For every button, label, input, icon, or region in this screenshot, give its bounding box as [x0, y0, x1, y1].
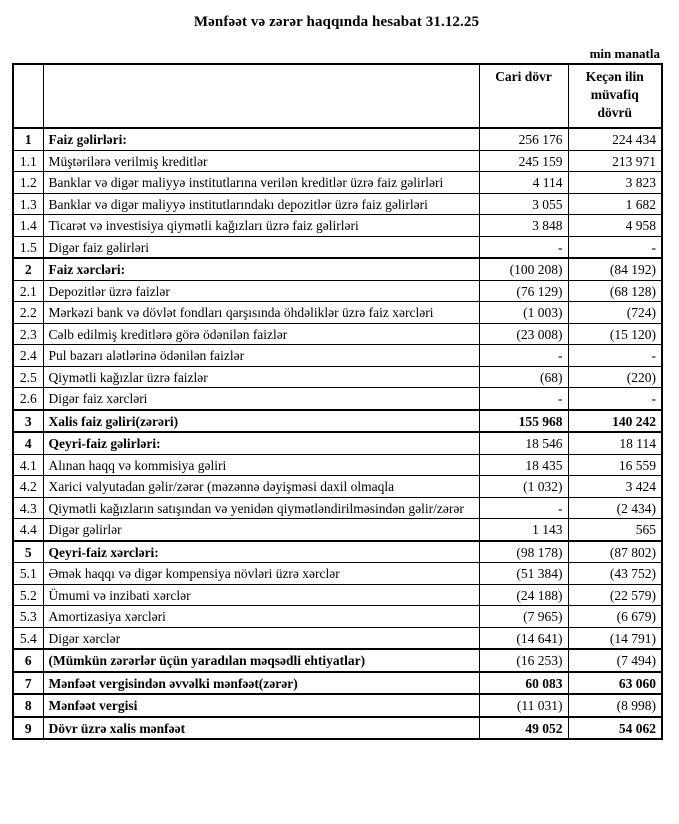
row-current-value-cell: 245 159	[479, 150, 568, 172]
row-description-cell: Dövr üzrə xalis mənfəət	[43, 717, 479, 740]
row-previous-value-cell: 213 971	[568, 150, 662, 172]
row-current-value-cell: -	[479, 236, 568, 258]
row-number-cell: 4	[13, 432, 43, 454]
row-current-value-cell: 49 052	[479, 717, 568, 740]
table-row	[13, 694, 662, 717]
row-number-cell: 4.3	[13, 497, 43, 519]
table-row	[13, 454, 662, 476]
row-current-value-cell: -	[479, 497, 568, 519]
report-table	[12, 63, 663, 740]
row-previous-value-cell: 4 958	[568, 215, 662, 237]
row-number-cell: 7	[13, 672, 43, 695]
table-row	[13, 584, 662, 606]
row-number-cell: 4.1	[13, 454, 43, 476]
row-number-cell: 4.4	[13, 519, 43, 541]
row-previous-value-cell: 54 062	[568, 717, 662, 740]
table-row	[13, 606, 662, 628]
row-description-cell: Qiymətli kağızların satışından və yenidən qiymətləndirilməsindən gəlir/zərər	[43, 497, 479, 519]
row-previous-value-cell: (22 579)	[568, 584, 662, 606]
table-row	[13, 280, 662, 302]
row-description-cell: Mənfəət vergisi	[43, 694, 479, 717]
row-previous-value-cell: 565	[568, 519, 662, 541]
row-description-cell: (Mümkün zərərlər üçün yaradılan məqsədli ehtiyatlar)	[43, 649, 479, 672]
row-description-cell: Amortizasiya xərcləri	[43, 606, 479, 628]
row-previous-value-cell: 140 242	[568, 410, 662, 433]
row-description-cell: Mənfəət vergisindən əvvəlki mənfəət(zərər)	[43, 672, 479, 695]
row-description-cell: Müştərilərə verilmiş kreditlər	[43, 150, 479, 172]
row-previous-value-cell: -	[568, 345, 662, 367]
row-current-value-cell: (7 965)	[479, 606, 568, 628]
row-description-cell: Banklar və digər maliyyə institutlarına verilən kreditlər üzrə faiz gəlirləri	[43, 172, 479, 194]
row-number-cell: 4.2	[13, 476, 43, 498]
page-title: Mənfəət və zərər haqqında hesabat 31.12.25	[193, 14, 480, 30]
row-number-cell: 2.3	[13, 323, 43, 345]
row-current-value-cell: (24 188)	[479, 584, 568, 606]
table-row	[13, 627, 662, 649]
table-row	[13, 388, 662, 410]
row-description-cell: Qeyri-faiz xərcləri:	[43, 541, 479, 563]
row-description-cell: Banklar və digər maliyyə institutlarındakı depozitlər üzrə faiz gəlirləri	[43, 193, 479, 215]
row-description-cell: Faiz xərcləri:	[43, 258, 479, 280]
header-current-period: Cari dövr	[479, 64, 568, 128]
row-current-value-cell: (1 032)	[479, 476, 568, 498]
row-number-cell: 2.2	[13, 302, 43, 324]
row-current-value-cell: (11 031)	[479, 694, 568, 717]
row-current-value-cell: (100 208)	[479, 258, 568, 280]
row-previous-value-cell: 3 424	[568, 476, 662, 498]
table-row	[13, 410, 662, 433]
row-current-value-cell: 1 143	[479, 519, 568, 541]
row-previous-value-cell: (724)	[568, 302, 662, 324]
row-current-value-cell: 256 176	[479, 128, 568, 150]
row-description-cell: Qiymətli kağızlar üzrə faizlər	[43, 366, 479, 388]
row-previous-value-cell: 18 114	[568, 432, 662, 454]
row-description-cell: Qeyri-faiz gəlirləri:	[43, 432, 479, 454]
row-previous-value-cell: -	[568, 388, 662, 410]
row-number-cell: 9	[13, 717, 43, 740]
row-previous-value-cell: (2 434)	[568, 497, 662, 519]
row-number-cell: 2.6	[13, 388, 43, 410]
table-row	[13, 672, 662, 695]
row-number-cell: 1.3	[13, 193, 43, 215]
row-current-value-cell: 155 968	[479, 410, 568, 433]
row-previous-value-cell: -	[568, 236, 662, 258]
row-number-cell: 2.4	[13, 345, 43, 367]
table-row	[13, 215, 662, 237]
table-row	[13, 323, 662, 345]
row-description-cell: Xalis faiz gəliri(zərəri)	[43, 410, 479, 433]
row-previous-value-cell: (14 791)	[568, 627, 662, 649]
row-description-cell: Ümumi və inzibati xərclər	[43, 584, 479, 606]
row-number-cell: 1.5	[13, 236, 43, 258]
table-row	[13, 236, 662, 258]
table-row	[13, 150, 662, 172]
row-previous-value-cell: (6 679)	[568, 606, 662, 628]
row-number-cell: 1.2	[13, 172, 43, 194]
row-current-value-cell: 18 546	[479, 432, 568, 454]
row-number-cell: 5.1	[13, 563, 43, 585]
row-previous-value-cell: (43 752)	[568, 563, 662, 585]
row-previous-value-cell: (87 802)	[568, 541, 662, 563]
row-description-cell: Ticarət və investisiya qiymətli kağızları üzrə faiz gəlirləri	[43, 215, 479, 237]
table-row	[13, 345, 662, 367]
row-previous-value-cell: 3 823	[568, 172, 662, 194]
row-previous-value-cell: (220)	[568, 366, 662, 388]
row-current-value-cell: (14 641)	[479, 627, 568, 649]
row-number-cell: 8	[13, 694, 43, 717]
table-row	[13, 432, 662, 454]
row-description-cell: Depozitlər üzrə faizlər	[43, 280, 479, 302]
row-description-cell: Digər faiz gəlirləri	[43, 236, 479, 258]
header-previous-period: Keçən ilin müvafiq dövrü	[568, 64, 662, 128]
row-description-cell: Digər xərclər	[43, 627, 479, 649]
row-previous-value-cell: 224 434	[568, 128, 662, 150]
report-table-header	[13, 64, 662, 128]
row-number-cell: 5	[13, 541, 43, 563]
table-row	[13, 128, 662, 150]
row-description-cell: Alınan haqq və kommisiya gəliri	[43, 454, 479, 476]
row-previous-value-cell: (68 128)	[568, 280, 662, 302]
header-description-cell	[43, 64, 479, 128]
row-description-cell: Faiz gəlirləri:	[43, 128, 479, 150]
row-previous-value-cell: 16 559	[568, 454, 662, 476]
row-current-value-cell: (98 178)	[479, 541, 568, 563]
row-current-value-cell: 3 055	[479, 193, 568, 215]
row-description-cell: Digər gəlirlər	[43, 519, 479, 541]
table-row	[13, 366, 662, 388]
row-current-value-cell: 3 848	[479, 215, 568, 237]
table-row	[13, 193, 662, 215]
row-previous-value-cell: 63 060	[568, 672, 662, 695]
table-row	[13, 649, 662, 672]
row-number-cell: 1.1	[13, 150, 43, 172]
row-current-value-cell: (51 384)	[479, 563, 568, 585]
row-number-cell: 1	[13, 128, 43, 150]
row-number-cell: 2.5	[13, 366, 43, 388]
table-row	[13, 541, 662, 563]
unit-note: min manatla	[589, 46, 660, 61]
row-current-value-cell: -	[479, 345, 568, 367]
row-current-value-cell: (16 253)	[479, 649, 568, 672]
table-row	[13, 302, 662, 324]
row-previous-value-cell: 1 682	[568, 193, 662, 215]
row-current-value-cell: 60 083	[479, 672, 568, 695]
table-row	[13, 258, 662, 280]
row-number-cell: 2	[13, 258, 43, 280]
table-row	[13, 497, 662, 519]
row-description-cell: Digər faiz xərcləri	[43, 388, 479, 410]
row-description-cell: Pul bazarı alətlərinə ödənilən faizlər	[43, 345, 479, 367]
row-previous-value-cell: (84 192)	[568, 258, 662, 280]
row-description-cell: Əmək haqqı və digər kompensiya növləri üzrə xərclər	[43, 563, 479, 585]
table-row	[13, 563, 662, 585]
report-table-body	[13, 128, 662, 739]
row-current-value-cell: 4 114	[479, 172, 568, 194]
row-previous-value-cell: (8 998)	[568, 694, 662, 717]
row-description-cell: Cəlb edilmiş kreditlərə görə ödənilən faizlər	[43, 323, 479, 345]
header-row	[13, 64, 662, 128]
table-row	[13, 519, 662, 541]
row-current-value-cell: -	[479, 388, 568, 410]
table-row	[13, 717, 662, 740]
row-number-cell: 2.1	[13, 280, 43, 302]
header-number-cell	[13, 64, 43, 128]
row-number-cell: 6	[13, 649, 43, 672]
table-row	[13, 172, 662, 194]
row-current-value-cell: (23 008)	[479, 323, 568, 345]
row-description-cell: Xarici valyutadan gəlir/zərər (məzənnə dəyişməsi daxil olmaqla	[43, 476, 479, 498]
row-current-value-cell: 18 435	[479, 454, 568, 476]
row-current-value-cell: (1 003)	[479, 302, 568, 324]
row-current-value-cell: (76 129)	[479, 280, 568, 302]
row-current-value-cell: (68)	[479, 366, 568, 388]
row-previous-value-cell: (15 120)	[568, 323, 662, 345]
row-description-cell: Mərkəzi bank və dövlət fondları qarşısında öhdəliklər üzrə faiz xərcləri	[43, 302, 479, 324]
row-number-cell: 1.4	[13, 215, 43, 237]
row-number-cell: 5.4	[13, 627, 43, 649]
row-number-cell: 5.2	[13, 584, 43, 606]
row-previous-value-cell: (7 494)	[568, 649, 662, 672]
table-row	[13, 476, 662, 498]
row-number-cell: 3	[13, 410, 43, 433]
row-number-cell: 5.3	[13, 606, 43, 628]
